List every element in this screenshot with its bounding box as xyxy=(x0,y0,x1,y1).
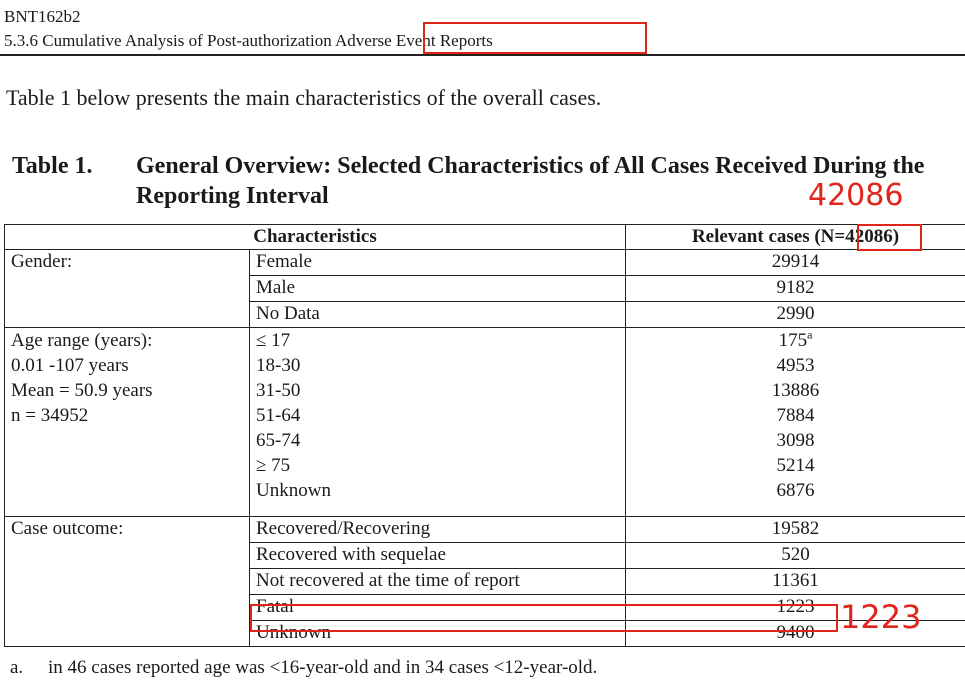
row-label: Recovered/Recovering xyxy=(250,517,626,543)
col-header-characteristics: Characteristics xyxy=(5,225,626,250)
footnote-text: in 46 cases reported age was <16-year-old and in 34 cases <12-year-old. xyxy=(48,657,598,678)
table-row xyxy=(5,517,965,543)
age-label-line: 0.01 -107 years xyxy=(11,355,129,376)
annotation-fatal: 1223 xyxy=(840,598,922,636)
group-label-age xyxy=(5,328,250,517)
footnote xyxy=(10,657,597,679)
age-label-line: Age range (years): xyxy=(11,330,153,351)
row-value: 6876 xyxy=(776,480,815,501)
row-value: 11361 xyxy=(626,569,965,595)
col-header-cases-total: 42086 xyxy=(845,226,893,247)
row-label: 51-64 xyxy=(256,405,301,426)
row-value: 19582 xyxy=(626,517,965,543)
table-row xyxy=(5,250,965,276)
row-label: ≥ 75 xyxy=(256,455,291,476)
age-value-le17: 175 xyxy=(778,330,808,351)
row-label: 31-50 xyxy=(256,380,301,401)
row-label: 65-74 xyxy=(256,430,301,451)
table-row xyxy=(5,328,965,517)
table-header-row xyxy=(5,225,965,250)
row-value: 4953 xyxy=(776,355,815,376)
annotation-total: 42086 xyxy=(808,178,904,213)
table-caption-title: General Overview: Selected Characteristics of All Cases Received During the Reporting Interval xyxy=(136,153,925,209)
row-value: 9400 xyxy=(626,621,965,647)
row-value: 520 xyxy=(626,543,965,569)
age-values-cell xyxy=(626,328,965,517)
row-value: 2990 xyxy=(626,302,965,328)
row-label: No Data xyxy=(250,302,626,328)
row-value: 29914 xyxy=(626,250,965,276)
row-label: Male xyxy=(250,276,626,302)
row-value: 7884 xyxy=(776,405,815,426)
row-value: 5214 xyxy=(776,455,815,476)
group-label-outcome: Case outcome: xyxy=(5,517,250,647)
age-label-line: Mean = 50.9 years xyxy=(11,380,153,401)
row-value: 13886 xyxy=(771,380,820,401)
row-value: 9182 xyxy=(626,276,965,302)
highlight-box-section xyxy=(423,22,647,54)
age-names-cell xyxy=(250,328,626,517)
col-header-cases-prefix: Relevant cases (N= xyxy=(691,226,846,247)
row-label: Not recovered at the time of report xyxy=(250,569,626,595)
row-value: 3098 xyxy=(776,430,815,451)
row-value xyxy=(626,328,965,353)
footnote-marker: a. xyxy=(10,657,24,678)
section-heading xyxy=(4,31,493,51)
group-label-gender: Gender: xyxy=(5,250,250,328)
table-caption-label: Table 1. xyxy=(12,153,93,179)
col-header-cases-suffix: ) xyxy=(892,226,900,247)
section-prefix: 5.3.6 Cumulative Analysis of Post-authorization xyxy=(4,31,332,50)
characteristics-table xyxy=(4,224,965,647)
footnote-marker-sup: a xyxy=(807,327,813,342)
section-highlight: Adverse Event Reports xyxy=(335,31,493,50)
row-label: Fatal xyxy=(250,595,626,621)
intro-text: Table 1 below presents the main characteristics of the overall cases. xyxy=(6,85,602,110)
row-label: ≤ 17 xyxy=(256,330,291,351)
row-label: 18-30 xyxy=(256,355,301,376)
row-value: 1223 xyxy=(626,595,965,621)
highlight-box-total xyxy=(857,224,922,251)
row-label: Unknown xyxy=(250,621,626,647)
doc-code: BNT162b2 xyxy=(4,7,81,26)
row-label: Unknown xyxy=(256,480,331,501)
header-rule xyxy=(0,54,965,56)
row-label: Recovered with sequelae xyxy=(250,543,626,569)
row-label: Female xyxy=(250,250,626,276)
highlight-box-fatal xyxy=(250,604,838,632)
age-label-line: n = 34952 xyxy=(11,405,89,426)
